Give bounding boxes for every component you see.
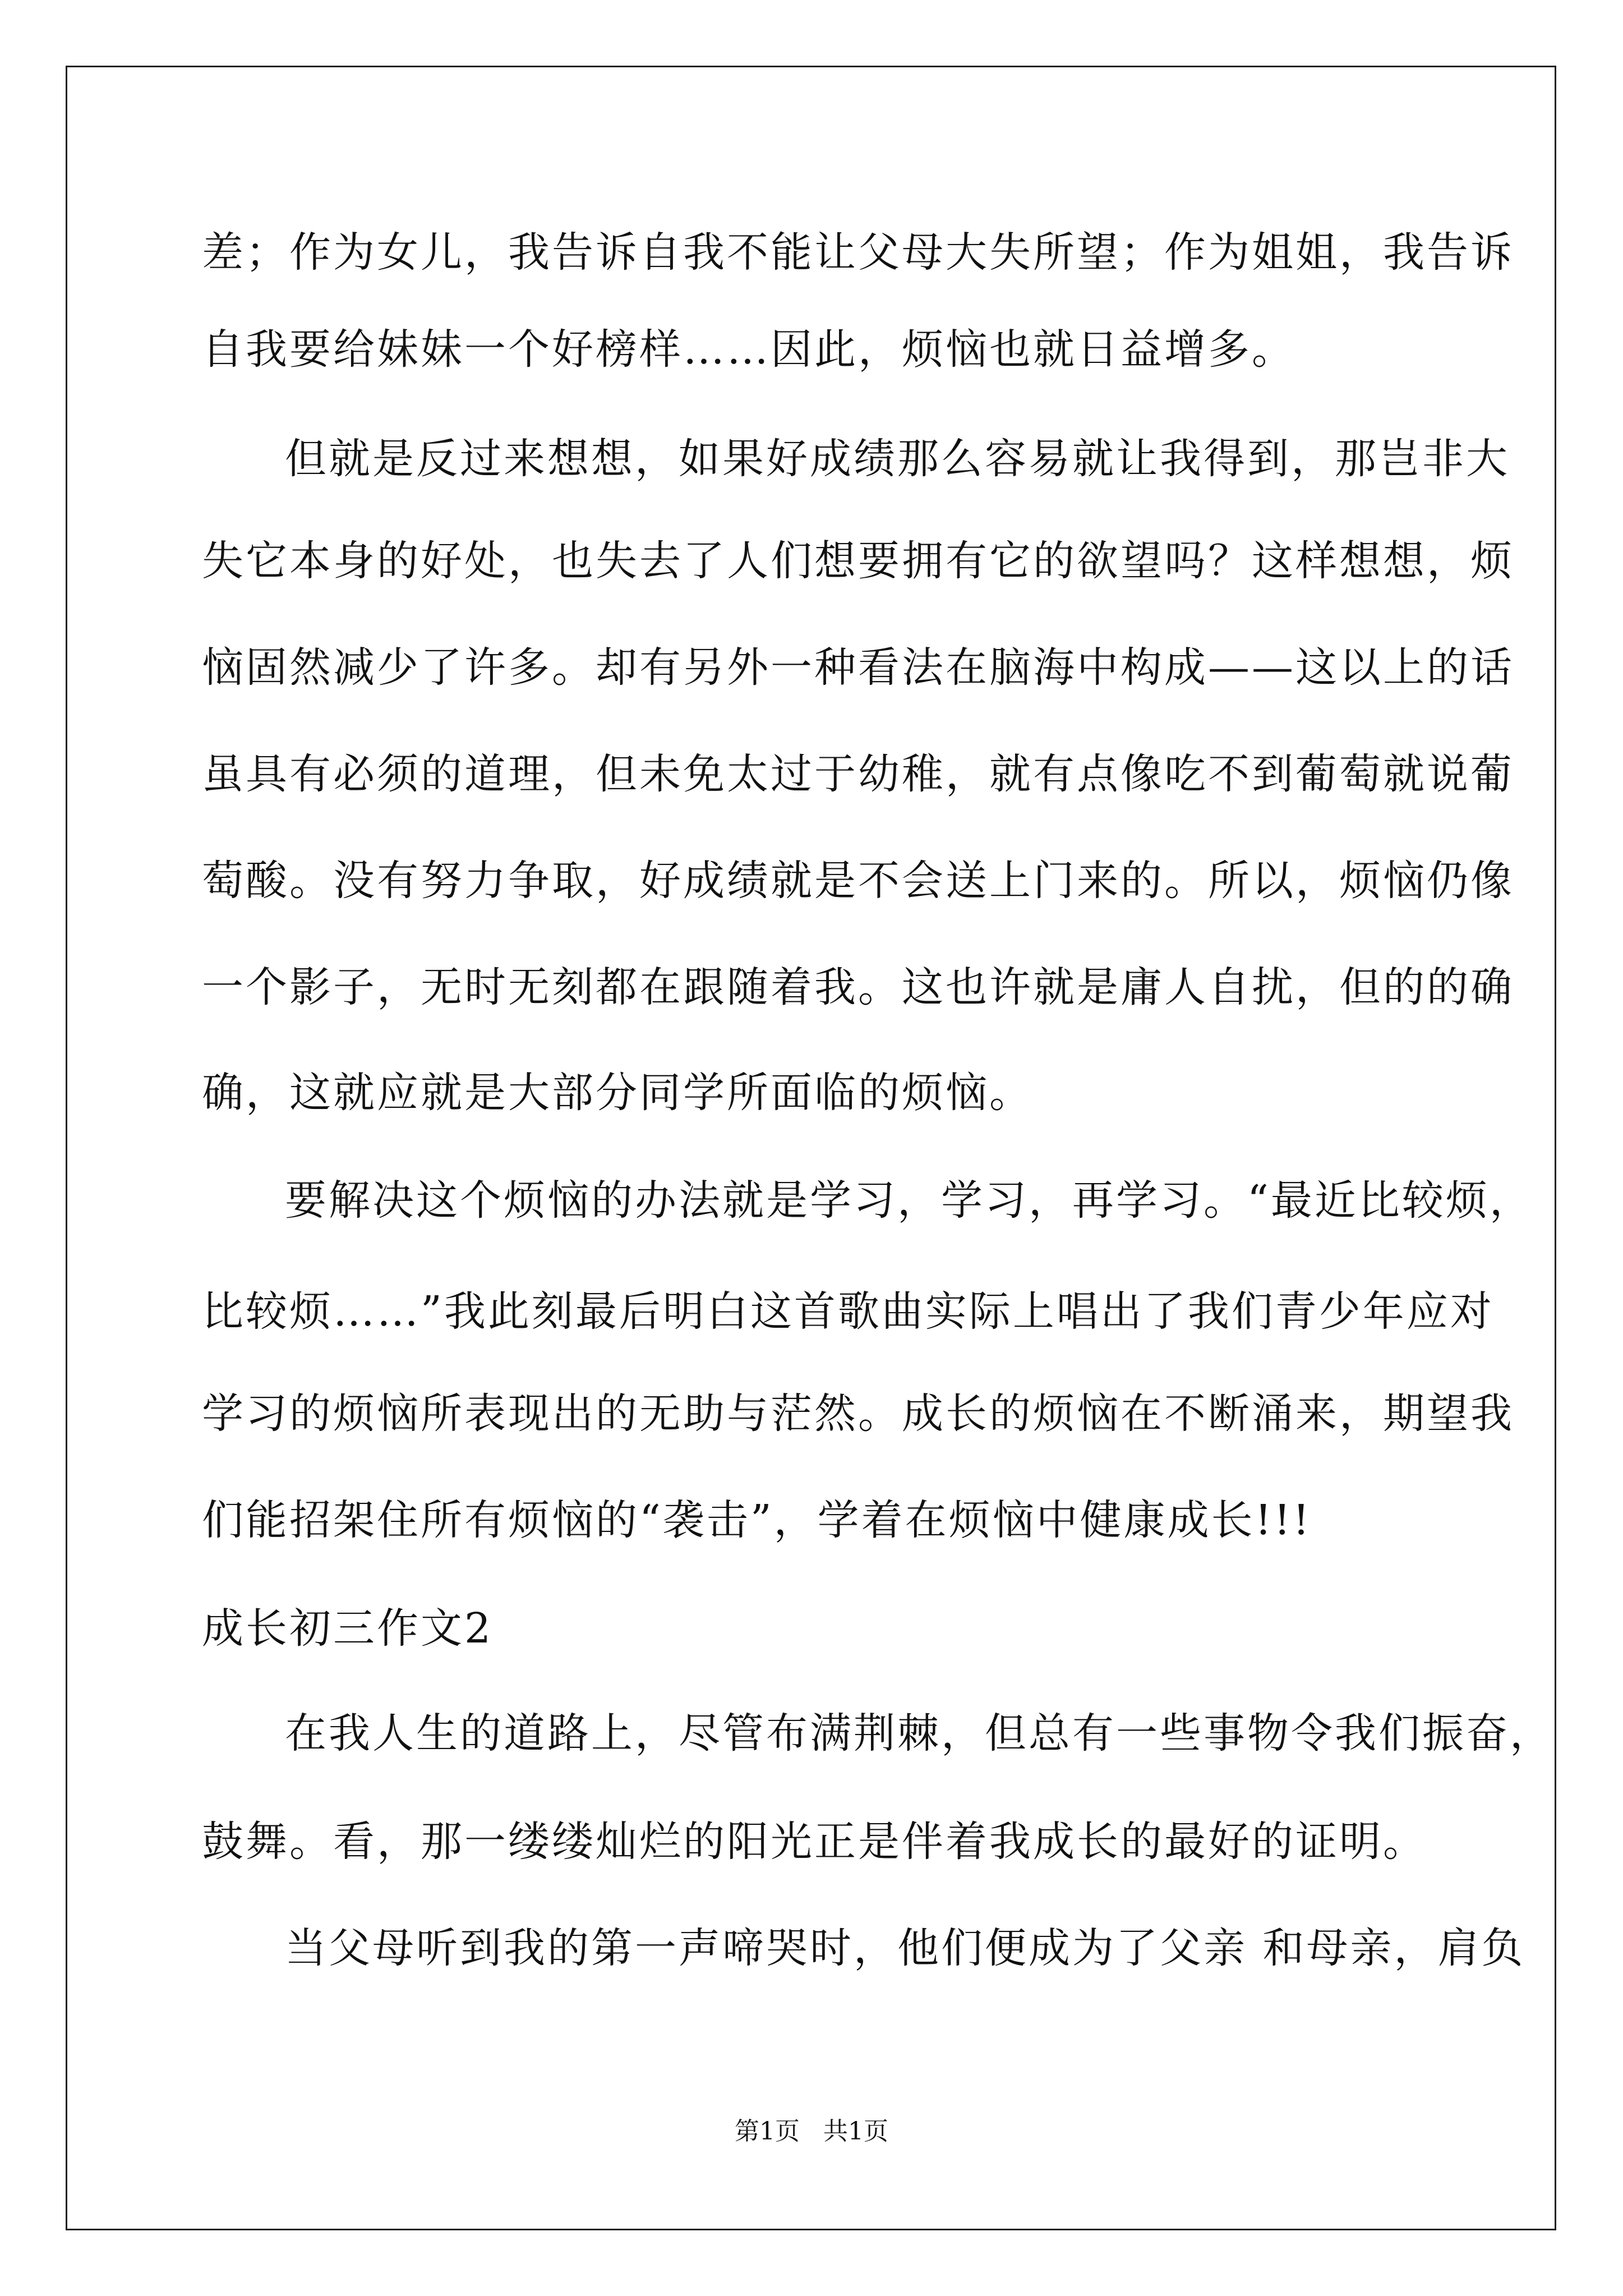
paragraph-line: 要解决这个烦恼的办法就是学习，学习，再学习。“最近比较烦， xyxy=(285,1176,1533,1225)
paragraph-line: 自我要给妹妹一个好榜样……因此，烦恼也就日益增多。 xyxy=(202,325,1295,374)
paragraph-line: 比较烦……”我此刻最后明白这首歌曲实际上唱出了我们青少年应对 xyxy=(202,1287,1494,1336)
paragraph-line: 在我人生的道路上，尽管布满荆棘，但总有一些事物令我们振奋， xyxy=(285,1709,1553,1757)
paragraph-line: 一个影子，无时无刻都在跟随着我。这也许就是庸人自扰，但的的确 xyxy=(202,963,1514,1011)
paragraph-line: 失它本身的好处，也失去了人们想要拥有它的欲望吗？这样想想，烦 xyxy=(202,537,1514,585)
paragraph-line: 确，这就应就是大部分同学所面临的烦恼。 xyxy=(202,1069,1033,1117)
section-heading: 成长初三作文2 xyxy=(202,1604,494,1653)
page-total: 共1页 xyxy=(823,2117,888,2146)
paragraph-line: 恼固然减少了许多。却有另外一种看法在脑海中构成——这以上的话 xyxy=(202,643,1514,692)
paragraph-line: 萄酸。没有努力争取，好成绩就是不会送上门来的。所以，烦恼仍像 xyxy=(202,857,1514,905)
paragraph-line: 们能招架住所有烦恼的“袭击”，学着在烦恼中健康成长!!! xyxy=(202,1496,1312,1544)
page-number: 第1页 xyxy=(735,2117,800,2146)
paragraph-line: 但就是反过来想想，如果好成绩那么容易就让我得到，那岂非大 xyxy=(285,435,1510,483)
page-border xyxy=(66,66,1556,2230)
paragraph-line: 学习的烦恼所表现出的无助与茫然。成长的烦恼在不断涌来，期望我 xyxy=(202,1389,1514,1438)
paragraph-line: 鼓舞。看，那一缕缕灿烂的阳光正是伴着我成长的最好的证明。 xyxy=(202,1818,1427,1866)
paragraph-line: 差；作为女儿，我告诉自我不能让父母大失所望；作为姐姐，我告诉 xyxy=(202,228,1514,277)
paragraph-line: 虽具有必须的道理，但未免太过于幼稚，就有点像吃不到葡萄就说葡 xyxy=(202,750,1514,798)
paragraph-line: 当父母听到我的第一声啼哭时，他们便成为了父亲 和母亲，肩负 xyxy=(285,1924,1525,1972)
page-footer xyxy=(0,2115,1623,2148)
